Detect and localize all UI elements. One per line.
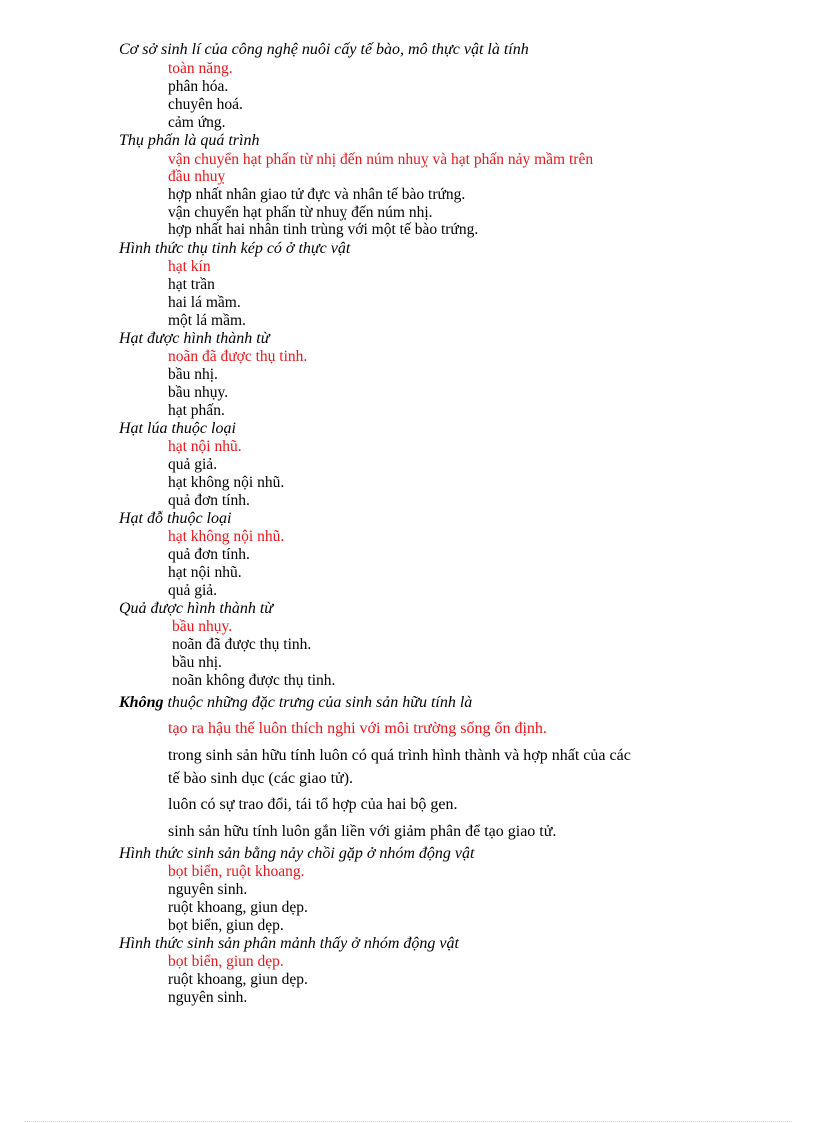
answer-option: cảm ứng. — [168, 114, 226, 131]
correct-answer: hạt nội nhũ. — [168, 438, 242, 455]
answer-option: luôn có sự trao đổi, tái tổ hợp của hai bộ gen. — [168, 796, 458, 813]
correct-answer: noãn đã được thụ tinh. — [168, 348, 308, 365]
correct-answer: bọt biển, giun dẹp. — [168, 953, 284, 970]
answer-option: ruột khoang, giun dẹp. — [168, 899, 308, 916]
answer-option: hạt phấn. — [168, 402, 225, 419]
answer-option: noãn đã được thụ tinh. — [172, 636, 312, 653]
correct-answer: hạt không nội nhũ. — [168, 528, 285, 545]
correct-answer: bọt biển, ruột khoang. — [168, 863, 305, 880]
question-prompt — [119, 694, 472, 712]
question-prompt: Thụ phấn là quá trình — [119, 132, 260, 149]
answer-option: quả đơn tính. — [168, 546, 250, 563]
correct-answer: tạo ra hậu thế luôn thích nghi với môi trường sống ổn định. — [168, 720, 547, 737]
answer-option-continued: tế bào sinh dục (các giao tử). — [168, 770, 354, 787]
answer-option: phân hóa. — [168, 78, 229, 95]
answer-option: quả giả. — [168, 456, 218, 473]
question-prompt: Hạt lúa thuộc loại — [119, 420, 236, 437]
answer-option: nguyên sinh. — [168, 881, 248, 898]
answer-option: ruột khoang, giun dẹp. — [168, 971, 308, 988]
answer-option: bầu nhị. — [172, 654, 222, 671]
answer-option: hợp nhất hai nhân tinh trùng với một tế bào trứng. — [168, 221, 479, 238]
correct-answer: toàn năng. — [168, 60, 233, 77]
question-prompt: Quả được hình thành từ — [119, 600, 273, 617]
answer-option: quả đơn tính. — [168, 492, 250, 509]
question-prompt: Hạt được hình thành từ — [119, 330, 270, 347]
answer-option: quả giả. — [168, 582, 218, 599]
correct-answer-continued: đầu nhuỵ — [168, 168, 226, 185]
answer-option: hạt nội nhũ. — [168, 564, 242, 581]
correct-answer: vận chuyển hạt phấn từ nhị đến núm nhuỵ và hạt phấn nảy mầm trên — [168, 151, 594, 168]
answer-option: noãn không được thụ tinh. — [172, 672, 336, 689]
answer-option: bầu nhụy. — [168, 384, 229, 401]
page-bottom-divider — [24, 1121, 792, 1122]
answer-option: vận chuyển hạt phấn từ nhuỵ đến núm nhị. — [168, 204, 433, 221]
answer-option: hạt không nội nhũ. — [168, 474, 285, 491]
question-prompt: Hình thức sinh sản bằng nảy chồi gặp ở nhóm động vật — [119, 845, 475, 862]
answer-option: chuyên hoá. — [168, 96, 243, 113]
answer-option: hạt trần — [168, 276, 215, 293]
answer-option: một lá mầm. — [168, 312, 246, 329]
question-prompt-text: thuộc những đặc trưng của sinh sản hữu tính là — [163, 694, 473, 711]
question-prompt: Hình thức thụ tinh kép có ở thực vật — [119, 240, 351, 257]
correct-answer: bầu nhụy. — [172, 618, 233, 635]
question-prompt: Cơ sở sinh lí của công nghệ nuôi cấy tế bào, mô thực vật là tính — [119, 41, 529, 58]
answer-option: trong sinh sản hữu tính luôn có quá trình hình thành và hợp nhất của các — [168, 747, 631, 764]
question-prompt: Hạt đỗ thuộc loại — [119, 510, 232, 527]
correct-answer: hạt kín — [168, 258, 211, 275]
answer-option: bầu nhị. — [168, 366, 218, 383]
answer-option: hợp nhất nhân giao tử đực và nhân tế bào trứng. — [168, 186, 466, 203]
answer-option: bọt biển, giun dẹp. — [168, 917, 284, 934]
question-emphasis: Không — [119, 694, 164, 711]
answer-option: nguyên sinh. — [168, 989, 248, 1006]
answer-option: hai lá mầm. — [168, 294, 241, 311]
answer-option: sinh sản hữu tính luôn gắn liền với giảm phân để tạo giao tử. — [168, 823, 557, 840]
question-prompt: Hình thức sinh sản phân mảnh thấy ở nhóm động vật — [119, 935, 459, 952]
